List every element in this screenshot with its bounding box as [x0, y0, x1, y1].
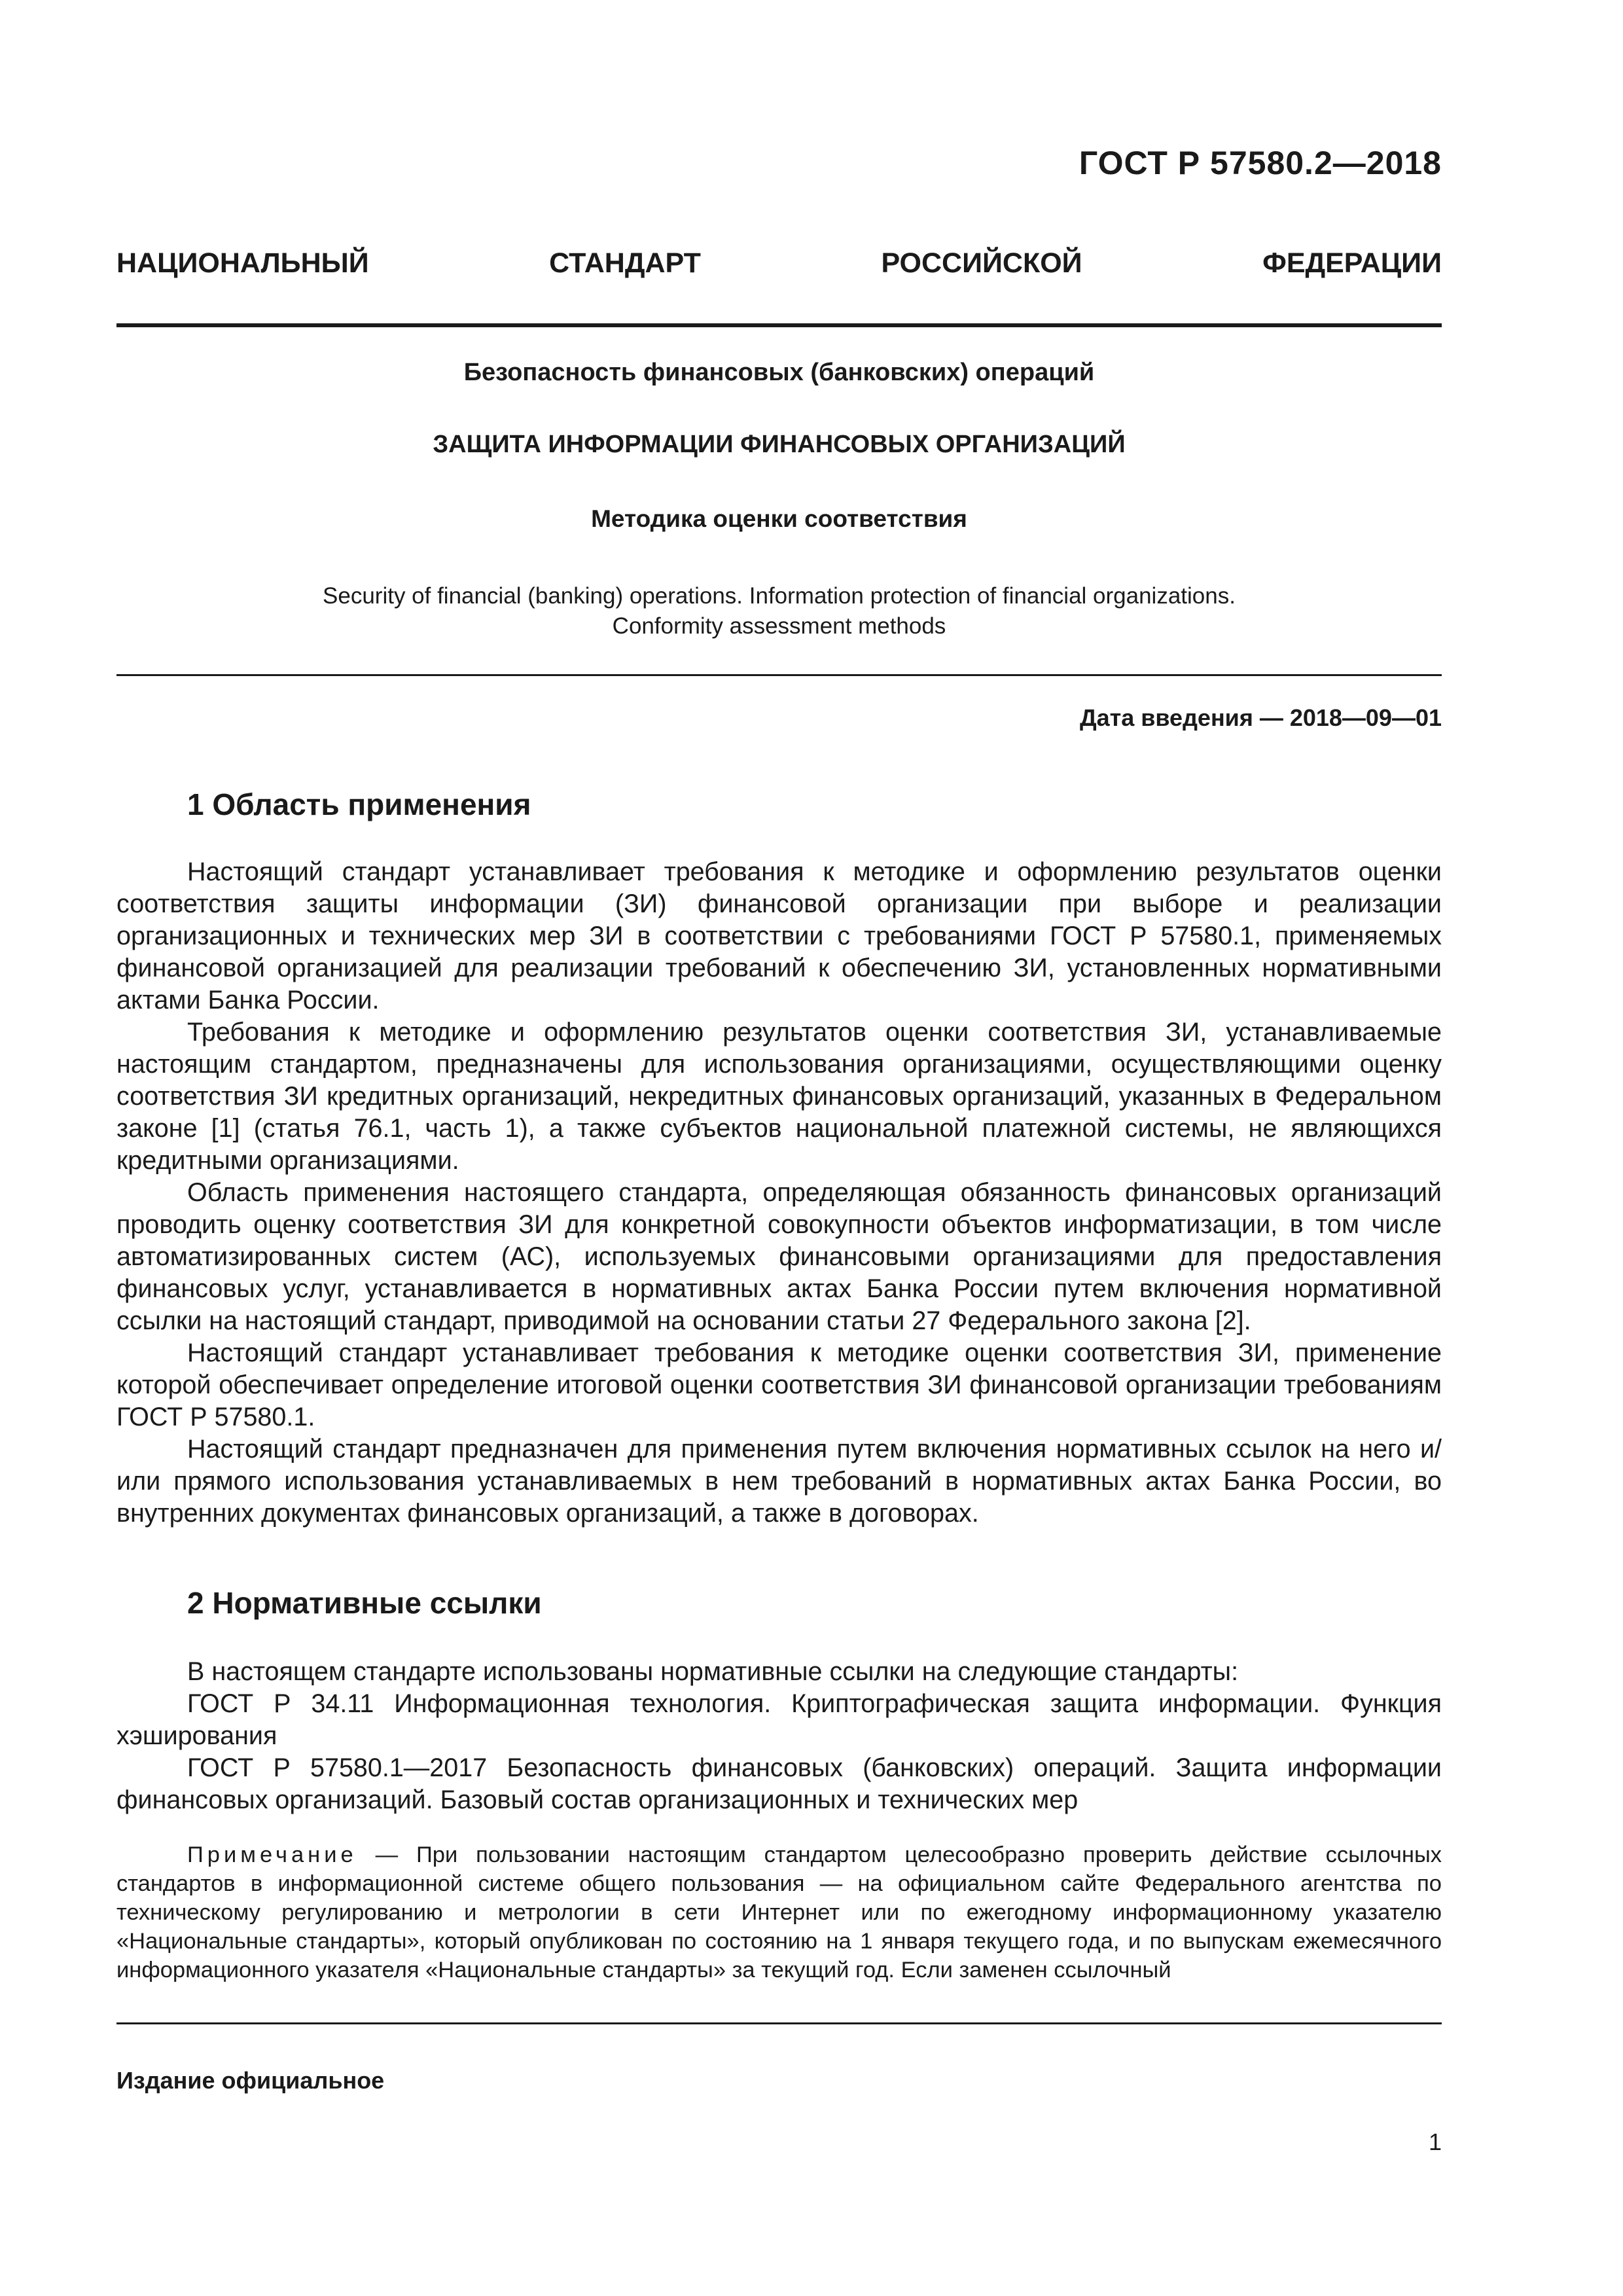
section2-heading: 2 Нормативные ссылки — [187, 1586, 542, 1620]
note-label: Примечание — [187, 1842, 357, 1867]
footer-rule — [116, 2022, 1442, 2024]
section1-heading: 1 Область применения — [187, 787, 531, 821]
section2-reference: ГОСТ Р 57580.1—2017 Безопасность финансовых (банковских) операций. Защита информации финансовых организаций. Базовый состав организационных и технических мер — [116, 1753, 1442, 1814]
intro-date: Дата введения — 2018—09—01 — [1079, 704, 1442, 731]
national-standard-heading: НАЦИОНАЛЬНЫЙ СТАНДАРТ РОССИЙСКОЙ ФЕДЕРАЦИИ — [116, 247, 1442, 279]
title-domain: Безопасность финансовых (банковских) операций — [463, 359, 1095, 386]
section1-paragraph: Настоящий стандарт предназначен для применения путем включения нормативных ссылок на него и/или прямого использования устанавливаемых в нем требований в нормативных актах Банка России, во внутренних документах финансовых организаций, а также в договорах. — [116, 1435, 1442, 1528]
page-number: 1 — [1428, 2128, 1442, 2155]
section2-paragraph: В настоящем стандарте использованы нормативные ссылки на следующие стандарты: — [187, 1657, 1239, 1686]
title-english-line1: Security of financial (banking) operations. Information protection of financial organizations. — [323, 583, 1236, 609]
note — [116, 1840, 1442, 1984]
title-english-line2: Conformity assessment methods — [612, 613, 946, 639]
section2-reference: ГОСТ Р 34.11 Информационная технология. Криптографическая защита информации. Функция хэширования — [116, 1689, 1442, 1750]
section2-body — [116, 1656, 1442, 1816]
gost-number: ГОСТ Р 57580.2—2018 — [1079, 145, 1442, 181]
title-rule — [116, 674, 1442, 676]
section1-paragraph: Настоящий стандарт устанавливает требования к методике оценки соответствия ЗИ, применение которой обеспечивает определение итоговой оценки соответствия ЗИ финансовой организации требованиям ГОСТ Р 57580.1. — [116, 1338, 1442, 1431]
note-text: — При пользовании настоящим стандартом целесообразно проверить действие ссылочных стандартов в информационной системе общего пользования — на официальном сайте Федерального агентства по техническому регулированию и метрологии в сети Интернет или по ежегодному информационному указателю «Национальные стандарты», который опубликован по состоянию на 1 января текущего года, и по выпускам ежемесячного информационного указателя «Национальные стандарты» за текущий год. Если заменен ссылочный — [116, 1842, 1442, 1982]
header-rule — [116, 323, 1442, 327]
official-edition: Издание официальное — [116, 2067, 385, 2094]
section1-paragraph: Требования к методике и оформлению результатов оценки соответствия ЗИ, устанавливаемые настоящим стандартом, предназначены для использования организациями, осуществляющими оценку соответствия ЗИ кредитных организаций, некредитных финансовых организаций, указанных в Федеральном законе [1] (статья 76.1, часть 1), а также субъектов национальной платежной системы, не являющихся кредитными организациями. — [116, 1018, 1442, 1175]
section1-paragraph: Настоящий стандарт устанавливает требования к методике и оформлению результатов оценки соответствия защиты информации (ЗИ) финансовой организации при выборе и реализации организационных и технических мер ЗИ в соответствии с требованиями ГОСТ Р 57580.1, применяемых финансовой организацией для реализации требований к обеспечению ЗИ, установленных нормативными актами Банка России. — [116, 857, 1442, 1014]
title-sub: Методика оценки соответствия — [591, 505, 967, 532]
title-english — [116, 581, 1442, 641]
section1-body — [116, 856, 1442, 1530]
section1-paragraph: Область применения настоящего стандарта, определяющая обязанность финансовых организаций проводить оценку соответствия ЗИ для конкретной совокупности объектов информатизации, в том числе автоматизированных систем (АС), используемых финансовыми организациями для предоставления финансовых услуг, устанавливается в нормативных актах Банка России путем включения нормативной ссылки на настоящий стандарт, приводимой на основании статьи 27 Федерального закона [2]. — [116, 1178, 1442, 1335]
title-main: ЗАЩИТА ИНФОРМАЦИИ ФИНАНСОВЫХ ОРГАНИЗАЦИЙ — [433, 431, 1126, 458]
